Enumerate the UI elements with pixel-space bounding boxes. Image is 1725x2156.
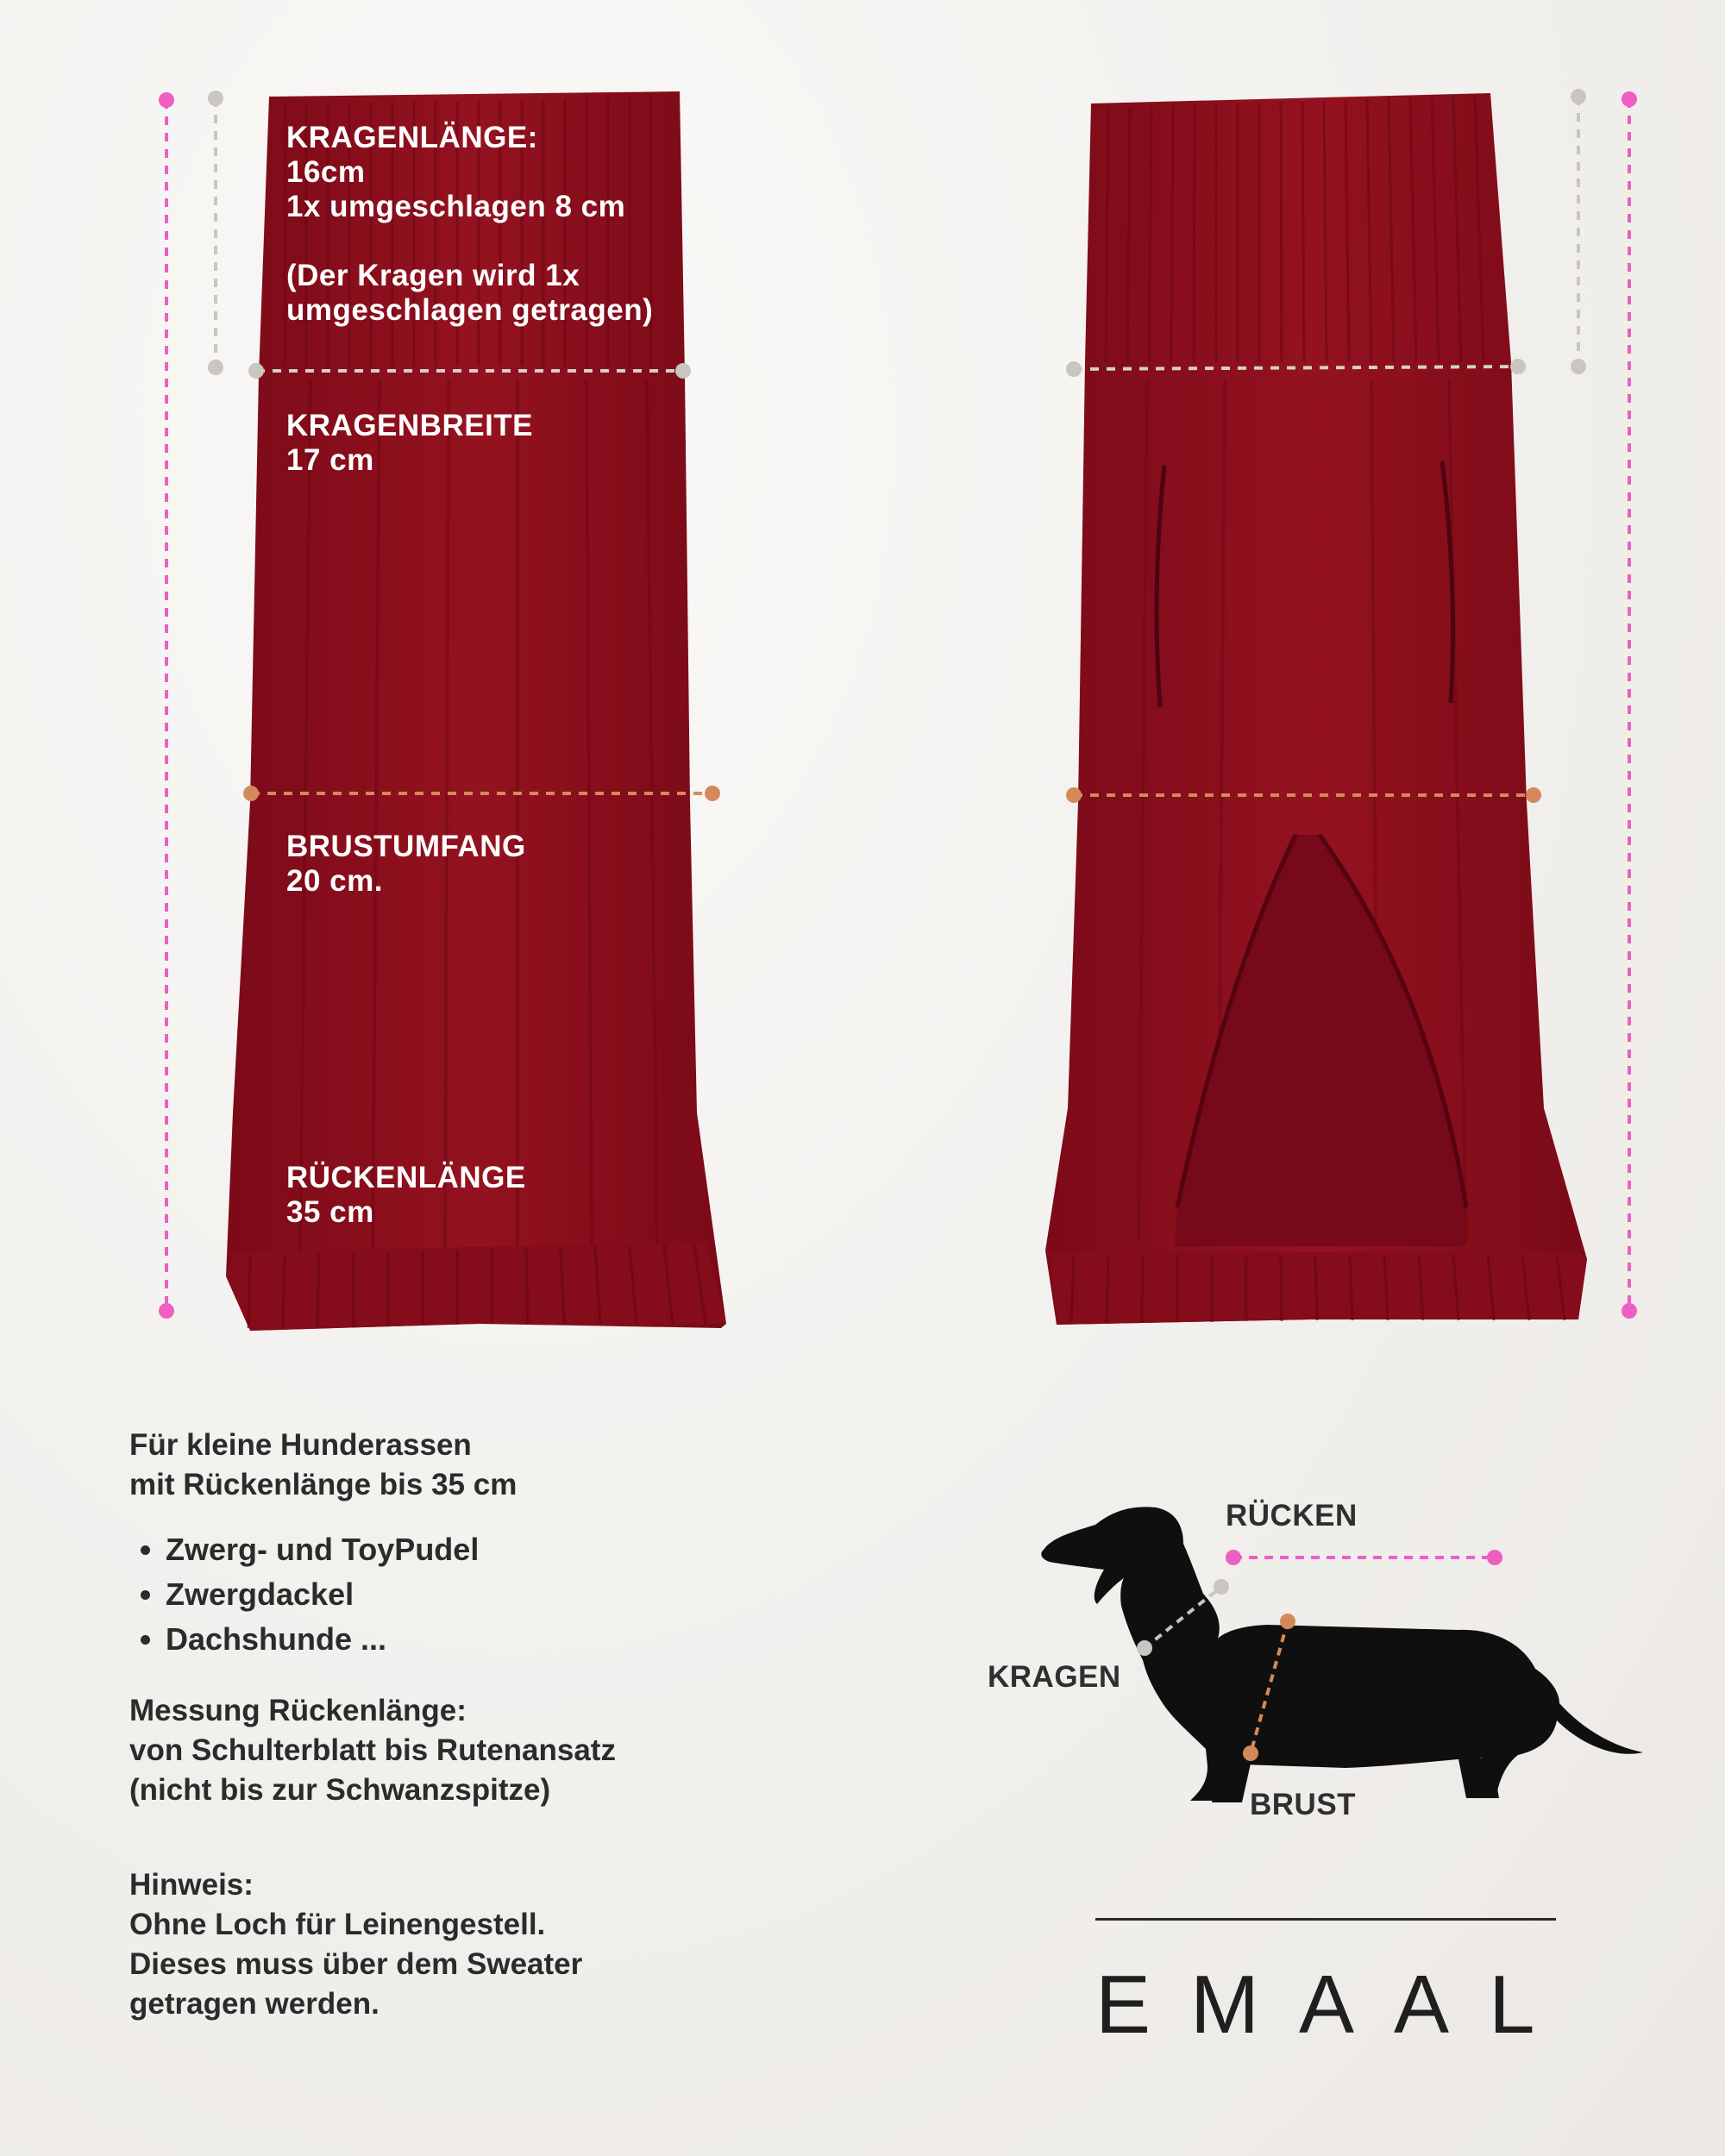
dog-label-back: RÜCKEN: [1226, 1499, 1358, 1532]
note-line: Ohne Loch für Leinengestell.: [129, 1908, 546, 1941]
note-title: Hinweis:: [129, 1868, 254, 1902]
info-intro-line: mit Rückenlänge bis 35 cm: [129, 1468, 518, 1501]
measure-collar-length-left: [208, 91, 223, 375]
label-collar-length: KRAGENLÄNGE: 16cm 1x umgeschlagen 8 cm (Der Kragen wird 1x umgeschlagen getragen): [286, 121, 654, 327]
brand-logo: EMAAL: [1095, 1959, 1575, 2051]
measure-line: (nicht bis zur Schwanzspitze): [129, 1773, 551, 1807]
measure-back-length-left: [159, 92, 174, 1319]
label-back-length: RÜCKENLÄNGE 35 cm: [286, 1161, 526, 1229]
measure-title: Messung Rückenlänge:: [129, 1694, 467, 1727]
dachshund-silhouette: [1041, 1507, 1643, 1802]
measure-back-length-right: [1622, 91, 1637, 1319]
breed-item: • Zwergdackel: [166, 1572, 837, 1617]
measure-line: von Schulterblatt bis Rutenansatz: [129, 1733, 616, 1767]
note-line: getragen werden.: [129, 1987, 380, 2021]
dog-label-collar: KRAGEN: [988, 1660, 1121, 1694]
breed-item: • Dachshunde ...: [166, 1617, 837, 1662]
note-line: Dieses muss über dem Sweater: [129, 1947, 583, 1981]
dog-measure-back: [1226, 1550, 1502, 1565]
breed-item: • Zwerg- und ToyPudel: [166, 1527, 837, 1572]
info-intro-line: Für kleine Hunderassen: [129, 1428, 472, 1462]
info-block: [129, 1426, 837, 2024]
label-collar-width: KRAGENBREITE 17 cm: [286, 409, 534, 477]
brand-divider: [1095, 1918, 1556, 1921]
measure-collar-length-right: [1571, 89, 1586, 374]
breed-list: [129, 1527, 837, 1662]
label-chest: BRUSTUMFANG 20 cm.: [286, 830, 526, 898]
sweater-back-view: [1045, 93, 1587, 1325]
dog-label-chest: BRUST: [1250, 1788, 1357, 1821]
